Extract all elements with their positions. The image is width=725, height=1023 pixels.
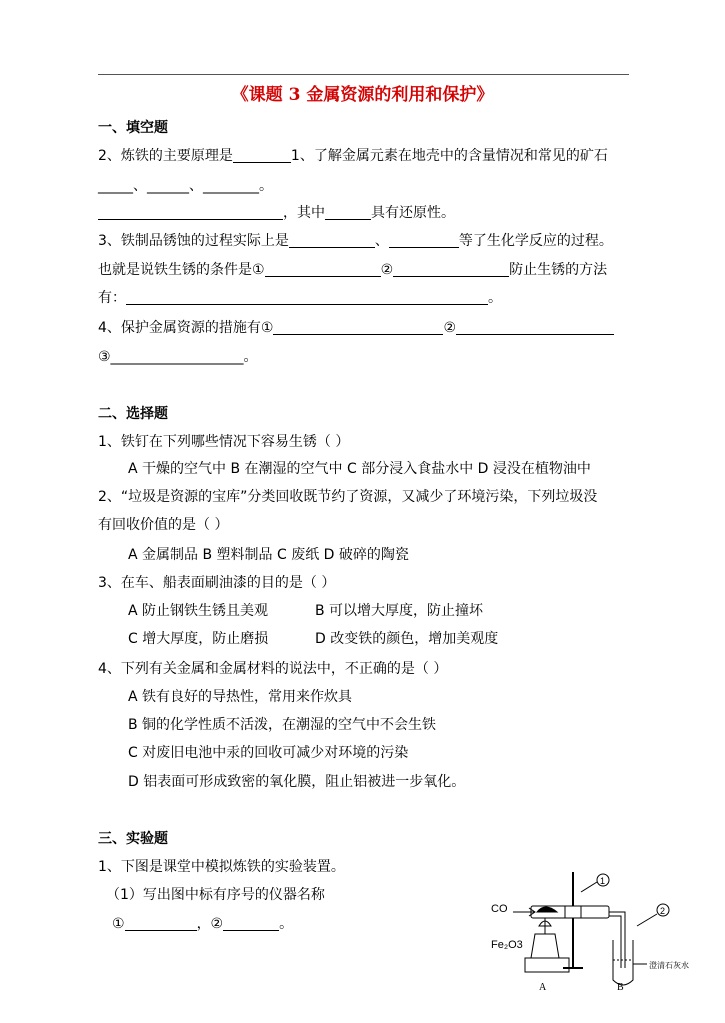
apparatus-b-label: B <box>617 982 624 993</box>
choice-q3-option-a: A 防止钢铁生锈且美观 <box>128 603 269 619</box>
fill-q1-line3: ，其中 具有还原性。 <box>98 203 455 223</box>
apparatus-a-label: A <box>539 982 547 993</box>
choice-q3-option-b: B 可以增大厚度，防止撞坏 <box>315 603 484 619</box>
blank <box>125 916 197 931</box>
iron-smelting-apparatus-figure <box>485 868 695 996</box>
blank <box>98 205 283 220</box>
choice-q4-option-d: D 铝表面可形成致密的氧化膜，阻止铝被进一步氧化。 <box>128 774 466 790</box>
blank <box>456 320 614 335</box>
choice-q2-line1: 2、“垃圾是资源的宝库”分类回收既节约了资源，又减少了环境污染，下列垃圾没 <box>98 489 598 505</box>
experiment-sub1: （1）写出图中标有序号的仪器名称 <box>106 887 325 903</box>
marker-1: 1 <box>600 876 606 886</box>
blank <box>265 262 381 277</box>
choice-q3-option-c: C 增大厚度，防止磨损 <box>128 631 269 647</box>
fill-q3-line2: 也就是说铁生锈的条件是① ② 防止生锈的方法 <box>98 262 608 278</box>
header-rule <box>98 74 629 75</box>
marker-2: 2 <box>660 906 666 916</box>
choice-q4-option-b: B 铜的化学性质不活泼，在潮湿的空气中不会生铁 <box>128 717 437 733</box>
blank <box>273 320 443 335</box>
fill-q1-line1: 2、炼铁的主要原理是 1、了解金属元素在地壳中的含量情况和常见的矿石 <box>98 148 608 164</box>
choice-q4-option-a: A 铁有良好的导热性，常用来作炊具 <box>128 689 353 705</box>
choice-q2-options: A 金属制品 B 塑料制品 C 废纸 D 破碎的陶瓷 <box>128 547 409 563</box>
blank <box>223 916 279 931</box>
blank <box>393 262 509 277</box>
choice-q1: 1、铁钉在下列哪些情况下容易生锈（ ） <box>98 434 350 450</box>
blank <box>325 205 371 220</box>
fill-q3-line1: 3、铁制品锈蚀的过程实际上是 、 等了生化学反应的过程。 <box>98 233 613 249</box>
section-heading-experiment: 三、实验题 <box>98 831 168 847</box>
blank <box>233 148 291 163</box>
choice-q3: 3、在车、船表面刷油漆的目的是（ ） <box>98 575 336 591</box>
choice-q1-options: A 干燥的空气中 B 在潮湿的空气中 C 部分浸入食盐水中 D 浸没在植物油中 <box>128 461 591 477</box>
fill-q4-line2: ③___________________。 <box>98 349 258 365</box>
choice-q3-option-d: D 改变铁的颜色，增加美观度 <box>315 631 499 647</box>
co-label: CO <box>491 903 508 915</box>
experiment-q1: 1、下图是课堂中模拟炼铁的实验装置。 <box>98 859 345 875</box>
blank <box>389 233 459 248</box>
blank <box>126 290 488 305</box>
fill-q3-line3: 有： 。 <box>98 290 502 306</box>
limewater-label: 澄清石灰水 <box>649 961 689 970</box>
page-title: 《课题 3 金属资源的利用和保护》 <box>231 85 494 105</box>
blank <box>289 233 375 248</box>
fill-q1-line2: _____、______、________。 <box>98 178 273 194</box>
choice-q2-line2: 有回收价值的是（ ） <box>98 517 229 533</box>
fill-q4-line1: 4、保护金属资源的措施有① ② <box>98 318 614 338</box>
choice-q4-option-c: C 对废旧电池中汞的回收可减少对环境的污染 <box>128 745 409 761</box>
section-heading-choice: 二、选择题 <box>98 406 168 422</box>
fe2o3-label: Fe₂O3 <box>491 939 523 951</box>
section-heading-fill: 一、填空题 <box>98 120 168 136</box>
experiment-answer-line: ① ，② 。 <box>112 916 294 932</box>
choice-q4: 4、下列有关金属和金属材料的说法中，不正确的是（ ） <box>98 661 448 677</box>
